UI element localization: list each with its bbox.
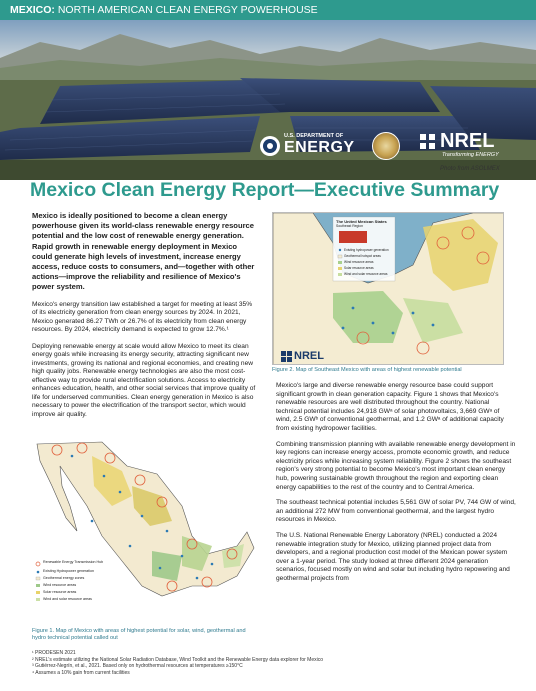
page-title: Mexico Clean Energy Report—Executive Summary bbox=[30, 179, 500, 201]
photo-credit: Photo from ASOLMEX bbox=[440, 166, 500, 172]
header-country: MEXICO: bbox=[10, 4, 55, 16]
footnotes bbox=[32, 650, 512, 676]
lead-paragraph: Mexico is ideally positioned to become a clean energy powerhouse given its world-class renewable energy resource potential and the low cost of renewable energy generation. Rapid growth in renewable energy deployment in Mexico could generate high levels of investment, increase energy access, reduce costs to consumers, and—together with other actions—improve the reliability and resilience of Mexico's power system. bbox=[32, 211, 255, 292]
body-paragraph: The southeast technical potential includes 5,561 GW of solar PV, 744 GW of wind, an additional 272 MW from conventional geothermal, and the largest hydro resources in Mexico. bbox=[276, 499, 516, 524]
figure2-legend-item: Geothermal hotspot areas bbox=[344, 254, 381, 258]
figure2-legend-subtitle: Southeast Region bbox=[336, 224, 363, 228]
body-paragraph: Combining transmission planning with available renewable energy development in key regions can increase energy access, promote economic growth, and reduce electricity prices while increasing system reliability. Figure 2 shows the southeast region's very strong potential to become Mexico's most important clean energy hub, powering sustainable growth throughout the region and exporting clean energy capabilities to the rest of the country and to Central America. bbox=[276, 440, 516, 491]
figure2-legend-item: Wind resource areas bbox=[344, 260, 374, 264]
nrel-tagline: Transforming ENERGY bbox=[442, 152, 499, 158]
figure1-map bbox=[32, 436, 257, 626]
figure1-legend-item: Existing Hydropower generation bbox=[43, 569, 94, 573]
figure1-legend-item: Wind resource areas bbox=[43, 583, 77, 587]
right-column bbox=[276, 382, 516, 590]
figure2-caption: Figure 2. Map of Southeast Mexico with areas of highest renewable potential bbox=[272, 367, 462, 373]
figure2-legend-item: Solar resource areas bbox=[344, 266, 374, 270]
doe-logo bbox=[258, 129, 358, 163]
figure1-legend-item: Geothermal energy zones bbox=[43, 576, 85, 580]
figure1-legend-item: Solar resource areas bbox=[43, 590, 77, 594]
figure2-legend-item: Existing hydropower generation bbox=[344, 248, 389, 252]
embassy-seal-icon bbox=[372, 132, 400, 160]
header-bar bbox=[0, 0, 536, 20]
body-paragraph: Deploying renewable energy at scale would allow Mexico to meet its clean energy goals while increasing its energy security, attracting significant new investments, growing its national and regional economies, and creating new high quality jobs. Renewable energy technologies are also the most cost-effective way to provide rural electrification solutions. Access to electricity enhances education, health, and other social services that improve quality of life for underserved communities. Clean energy generation in Mexico is also necessary to power the electrification of the transport sector, which would improve air quality. bbox=[32, 342, 256, 418]
body-paragraph: Mexico's energy transition law established a target for meeting at least 35% of its electricity generation from clean energy sources by 2024. In 2021, Mexico generated 86.27 TWh or 26.7% of its electricity from clean energy resources. By 2024, electricity demand is expected to grow 12.7%.¹ bbox=[32, 300, 253, 334]
footnote: ² NREL's estimate utilizing the National Solar Radiation Database, Wind Toolkit and the Renewable Energy data explorer for Mexico bbox=[32, 656, 324, 663]
body-paragraph: Mexico's large and diverse renewable energy resource base could support significant growth in clean generation capacity. Figure 1 shows that Mexico's renewable resources are well distributed throughout the country. National technical potential includes 24,918 GWᵃ of solar photovoltaics, 3,669 GWᵃ of wind, 2.5 GWᵇ of conventional geothermal, and 1.2 GWᵃ of additional capacity from existing hydropower facilities. bbox=[276, 382, 504, 432]
header-subtitle: NORTH AMERICAN CLEAN ENERGY POWERHOUSE bbox=[57, 4, 318, 16]
nrel-logo bbox=[418, 130, 508, 164]
doe-line1: U.S. DEPARTMENT OF bbox=[284, 133, 344, 139]
figure2-map bbox=[272, 212, 504, 365]
footnote: ³ Gutiérrez-Negrín, et al., 2021. Based only on hydrothermal resources at temperatures ≥150°C bbox=[32, 663, 243, 669]
left-column bbox=[32, 211, 257, 419]
southeast-mexico-map-illustration bbox=[273, 213, 504, 365]
nrel-symbol-icon bbox=[418, 132, 438, 152]
figure2-legend-item: Wind and solar resource areas bbox=[344, 272, 388, 276]
figure1-legend-item: Wind and solar resource areas bbox=[43, 597, 92, 601]
body-paragraph: The U.S. National Renewable Energy Laboratory (NREL) conducted a 2024 renewable integration study for Mexico, utilizing planned project data from developers, and a regional production cost model of the Mexican power system over a 1-year period. The study looked at three different 2024 generation scenarios, focused mostly on wind and solar but including hydro repowering and geothermal projects from bbox=[276, 531, 510, 582]
figure1-legend-title: Renewable Energy Transmission Hub bbox=[43, 560, 104, 564]
figure2-legend-title: The United Mexican States bbox=[336, 219, 387, 224]
figure1-caption: Figure 1. Map of Mexico with areas of highest potential for solar, wind, geothermal and hydro technical potential called out bbox=[32, 628, 246, 641]
doe-line2: ENERGY bbox=[284, 139, 355, 156]
footnote: ¹ PRODESEN 2021 bbox=[32, 650, 76, 656]
footnote: ⁴ Assumes a 10% gain from current facilities bbox=[32, 669, 130, 676]
nrel-name: NREL bbox=[440, 130, 495, 152]
figure2-nrel-watermark: NREL bbox=[294, 350, 324, 362]
